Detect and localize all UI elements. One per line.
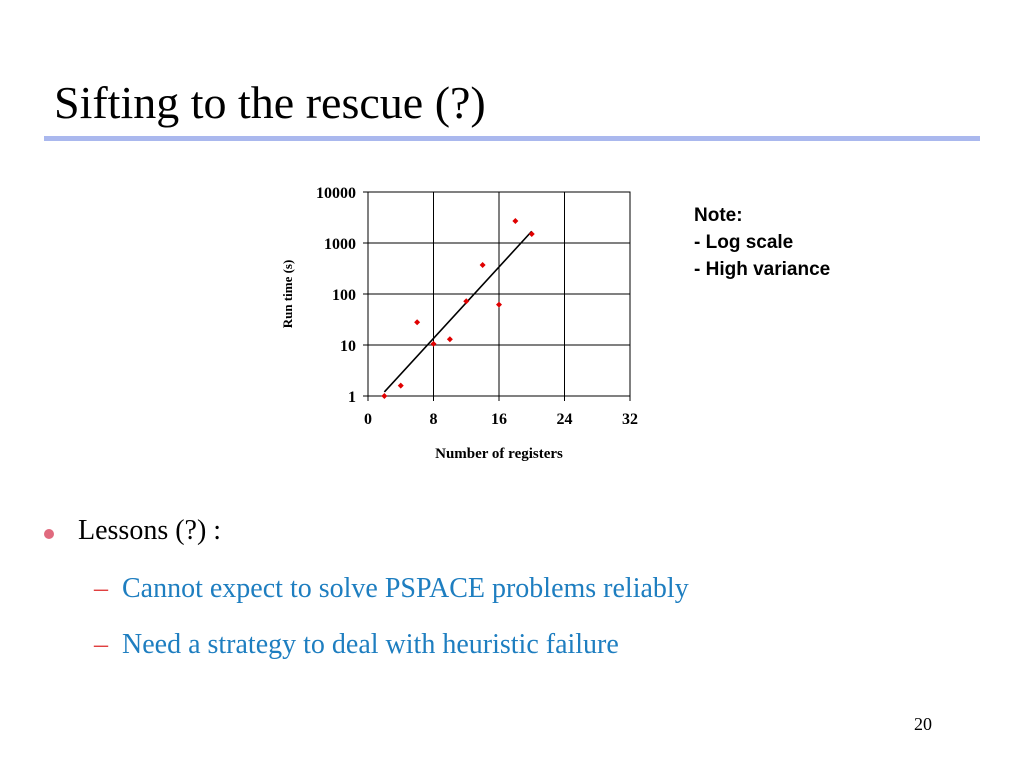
slide-title: Sifting to the rescue (?) (54, 77, 486, 128)
sub-bullet-strategy-text: Need a strategy to deal with heuristic failure (122, 629, 619, 660)
y-axis-title: Run time (s) (280, 259, 295, 329)
y-tick-label: 1 (348, 389, 356, 406)
y-tick-label: 10000 (316, 185, 356, 202)
x-axis-title: Number of registers (435, 446, 563, 462)
data-point (529, 231, 535, 237)
data-point (398, 383, 404, 389)
x-tick-label: 24 (556, 411, 573, 428)
x-tick-label: 16 (491, 411, 507, 428)
data-point (414, 319, 420, 325)
title-underline (44, 136, 980, 141)
runtime-scatter-plot (270, 178, 660, 478)
data-point (381, 393, 387, 399)
bullet-lessons-text: Lessons (?) : (78, 515, 222, 546)
bullet-dot-icon (44, 529, 54, 539)
data-point (447, 336, 453, 342)
data-point (463, 298, 469, 304)
data-point (480, 262, 486, 268)
data-point (496, 302, 502, 308)
dash-icon: – (94, 629, 108, 660)
note-high-variance: - High variance (694, 259, 831, 280)
x-tick-label: 32 (622, 411, 638, 428)
x-tick-label: 0 (364, 411, 372, 428)
x-tick-label: 8 (429, 411, 438, 428)
trendline (384, 231, 531, 392)
data-point (512, 218, 518, 224)
note-log-scale: - Log scale (694, 232, 794, 253)
note-box (694, 202, 830, 283)
dash-icon: – (94, 573, 108, 604)
y-tick-label: 1000 (324, 236, 356, 253)
sub-bullet-pspace-text: Cannot expect to solve PSPACE problems reliably (122, 573, 689, 604)
page-number: 20 (914, 714, 932, 734)
note-heading: Note: (694, 205, 743, 226)
y-tick-label: 10 (340, 338, 356, 355)
runtime-chart (270, 178, 660, 478)
y-tick-label: 100 (332, 287, 356, 304)
